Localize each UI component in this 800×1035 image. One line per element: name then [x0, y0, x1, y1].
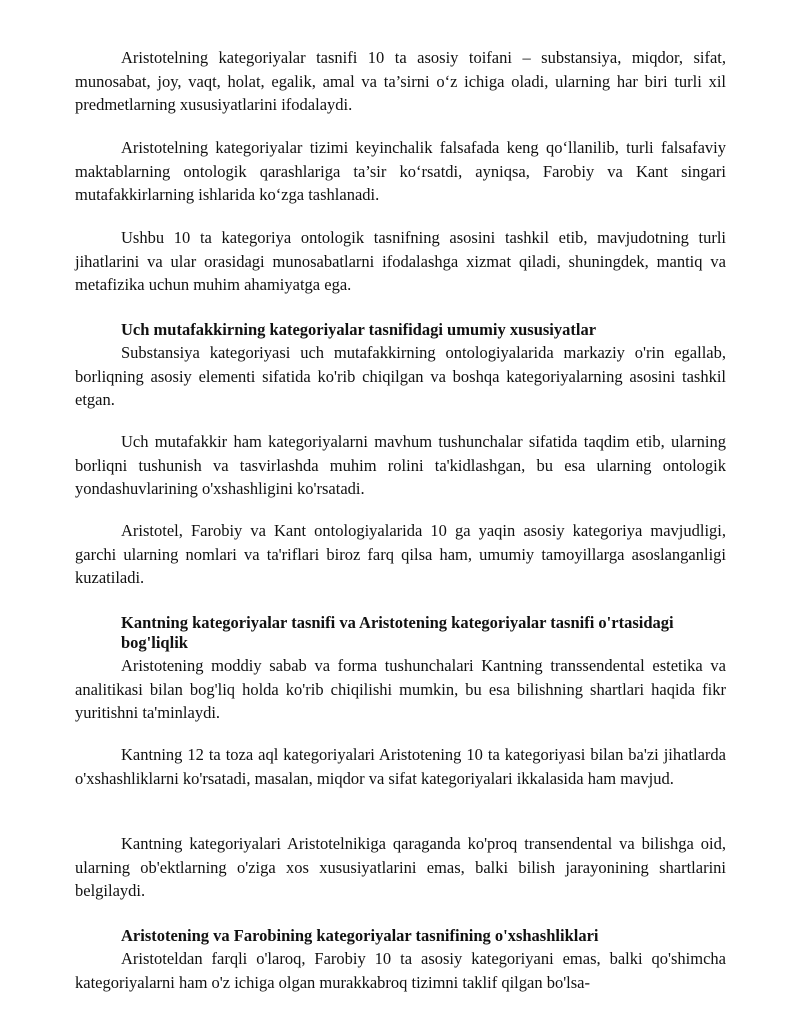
heading-kant-aristotle-link: Kantning kategoriyalar tasnifi va Aristotening kategoriyalar tasnifi o'rtasidagi bog'liqlik — [121, 613, 674, 652]
heading-common-features: Uch mutafakkirning kategoriyalar tasnifidagi umumiy xususiyatlar — [121, 320, 597, 339]
paragraph-ten-categories-comparison: Aristotel, Farobiy va Kant ontologiyalarida 10 ga yaqin asosiy kategoriya mavjudligi, garchi ularning nomlari va ta'riflari biroz farq qilsa ham, umumiy tamoyillarga asoslanganligi kuzatiladi. — [75, 521, 726, 587]
paragraph-kant-twelve-categories: Kantning 12 ta toza aql kategoriyalari Aristotening 10 ta kategoriyasi bilan ba'zi jihatlarda o'xshashliklarni ko'rsatadi, masalan, miqdor va sifat kategoriyalari ikkalasida ham mavjud. — [75, 745, 726, 788]
paragraph-ontological-basis: Ushbu 10 ta kategoriya ontologik tasnifning asosini tashkil etib, mavjudotning turli jihatlarini va ular orasidagi munosabatlarni ifodalashga xizmat qiladi, shuningdek, mantiq va metafizika uchun muhim ahamiyatga ega. — [75, 228, 726, 294]
paragraph-kant-transcendental: Kantning kategoriyalari Aristotelnikiga qaraganda ko'proq transendental va bilishga oid, ularning ob'ektlarning o'ziga xos xususiyatlarini emas, balki bilish jarayonining shartlarini belgilaydi. — [75, 834, 726, 900]
paragraph-matter-form: Aristotening moddiy sabab va forma tushunchalari Kantning transsendental estetika va analitikasi bilan bog'liq holda ko'rib chiqilishi mumkin, bu esa bilishning shartlari haqida fikr yuritishni ta'minlaydi. — [75, 656, 726, 722]
heading-aristotle-farobi-similarities: Aristotening va Farobining kategoriyalar tasnifining o'xshashliklari — [121, 926, 599, 945]
paragraph-aristotle-ten-categories: Aristotelning kategoriyalar tasnifi 10 ta asosiy toifani – substansiya, miqdor, sifat, munosabat, joy, vaqt, holat, egalik, amal va ta’sirni o‘z ichiga oladi, ularning har biri turli xil predmetlarning xususiyatlarini ifodalaydi. — [75, 48, 726, 114]
paragraph-substance-category: Substansiya kategoriyasi uch mutafakkirning ontologiyalarida markaziy o'rin egallab, borliqning asosiy elementi sifatida ko'rib chiqilgan va boshqa kategoriyalarning asosini tashkil etgan. — [75, 343, 726, 409]
paragraph-category-system-influence: Aristotelning kategoriyalar tizimi keyinchalik falsafada keng qo‘llanilib, turli falsafaviy maktablarning ontologik qarashlariga ta’sir ko‘rsatdi, ayniqsa, Farobiy va Kant singari mutafakkirlarning ishlarida ko‘zga tashlanadi. — [75, 138, 726, 204]
paragraph-farobi-system: Aristoteldan farqli o'laroq, Farobiy 10 ta asosiy kategoriyani emas, balki qo'shimcha kategoriyalarni ham o'z ichiga olgan murakkabroq tizimni taklif qilgan bo'lsa- — [75, 949, 726, 992]
paragraph-abstract-concepts: Uch mutafakkir ham kategoriyalarni mavhum tushunchalar sifatida taqdim etib, ularning borliqni tushunish va tasvirlashda muhim rolini ta'kidlashgan, bu esa ularning ontologik yondashuvlarining o'xshashligini ko'rsatadi. — [75, 432, 726, 498]
